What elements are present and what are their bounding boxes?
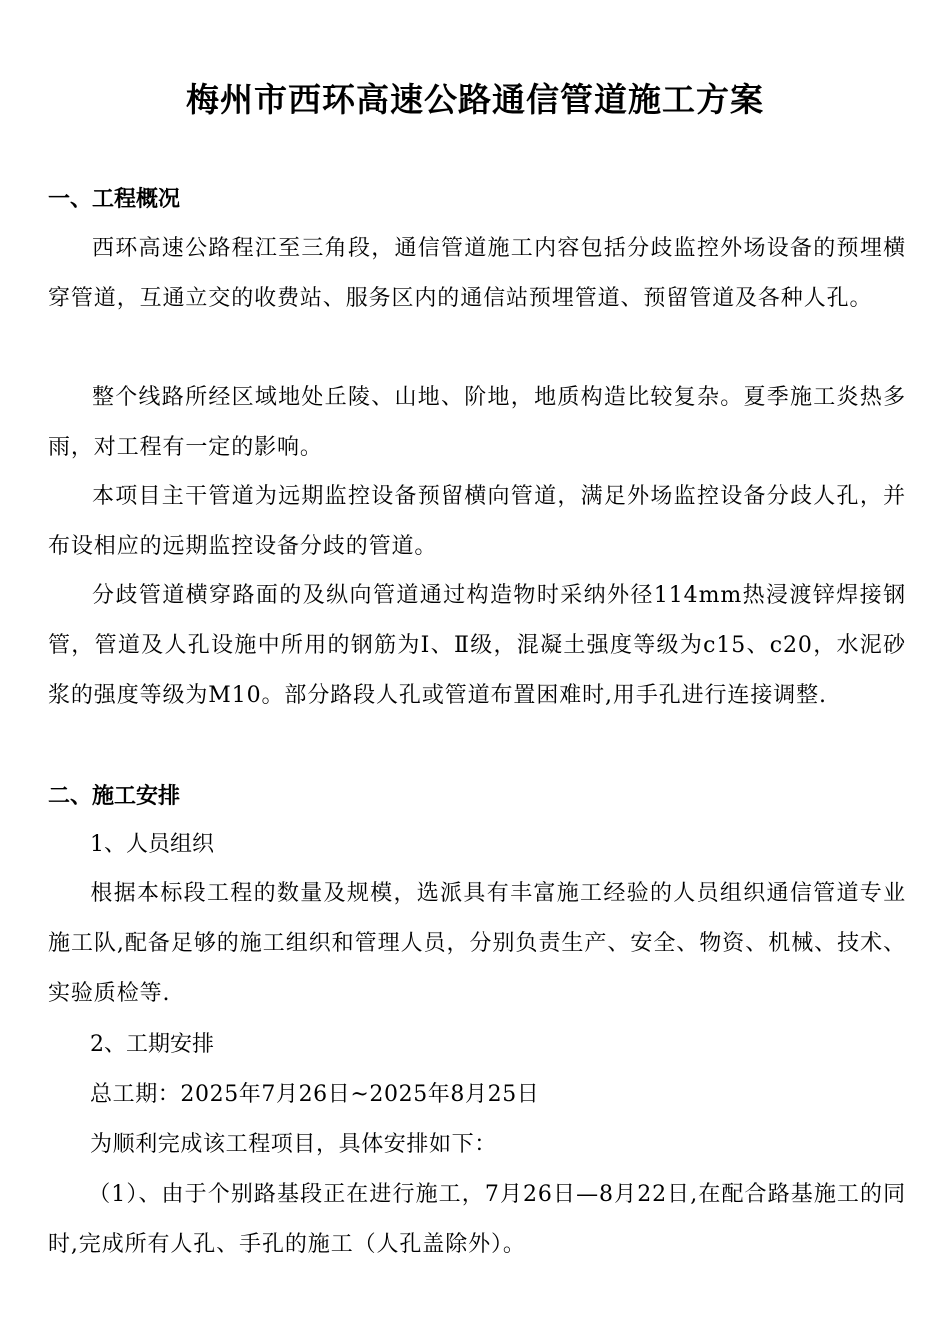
paragraph-terrain: 整个线路所经区域地处丘陵、山地、阶地，地质构造比较复杂。夏季施工炎热多雨，对工程有一定的影响。	[48, 385, 906, 460]
paragraph-personnel-text: 根据本标段工程的数量及规模，选派具有丰富施工经验的人员组织通信管道专业施工队,配备足够的施工组织和管理人员，分别负责生产、安全、物资、机械、技术、实验质检等.	[48, 881, 906, 1006]
section-heading-arrangement: 二、施工安排	[48, 784, 181, 809]
schedule-intro: 为顺利完成该工程项目，具体安排如下：	[90, 1132, 497, 1157]
paragraph-main-pipe: 本项目主干管道为远期监控设备预留横向管道，满足外场监控设备分歧人孔，并布设相应的远期监控设备分歧的管道。	[48, 484, 906, 559]
schedule-item-1	[48, 1170, 906, 1270]
paragraph-materials: 分歧管道横穿路面的及纵向管道通过构造物时采纳外径114mm热浸渡锌焊接钢管，管道及人孔设施中所用的钢筋为Ⅰ、Ⅱ级，混凝土强度等级为c15、c20，水泥砂浆的强度等级为M10。部分路段人孔或管道布置困难时,用手孔进行连接调整.	[48, 583, 906, 708]
subheading-personnel: 1、人员组织	[90, 832, 214, 857]
schedule-item-1-text: （1）、由于个别路基段正在进行施工，7月26日—8月22日,在配合路基施工的同时,完成所有人孔、手孔的施工（人孔盖除外）。	[48, 1182, 906, 1257]
paragraph-personnel	[48, 869, 906, 1019]
section-heading-overview: 一、工程概况	[48, 187, 181, 212]
document-title: 梅州市西环高速公路通信管道施工方案	[186, 80, 764, 119]
paragraph-scope: 西环高速公路程江至三角段，通信管道施工内容包括分歧监控外场设备的预埋横穿管道，互通立交的收费站、服务区内的通信站预埋管道、预留管道及各种人孔。	[48, 236, 906, 311]
subheading-schedule: 2、工期安排	[90, 1032, 214, 1057]
total-period: 总工期：2025年7月26日~2025年8月25日	[90, 1082, 540, 1107]
